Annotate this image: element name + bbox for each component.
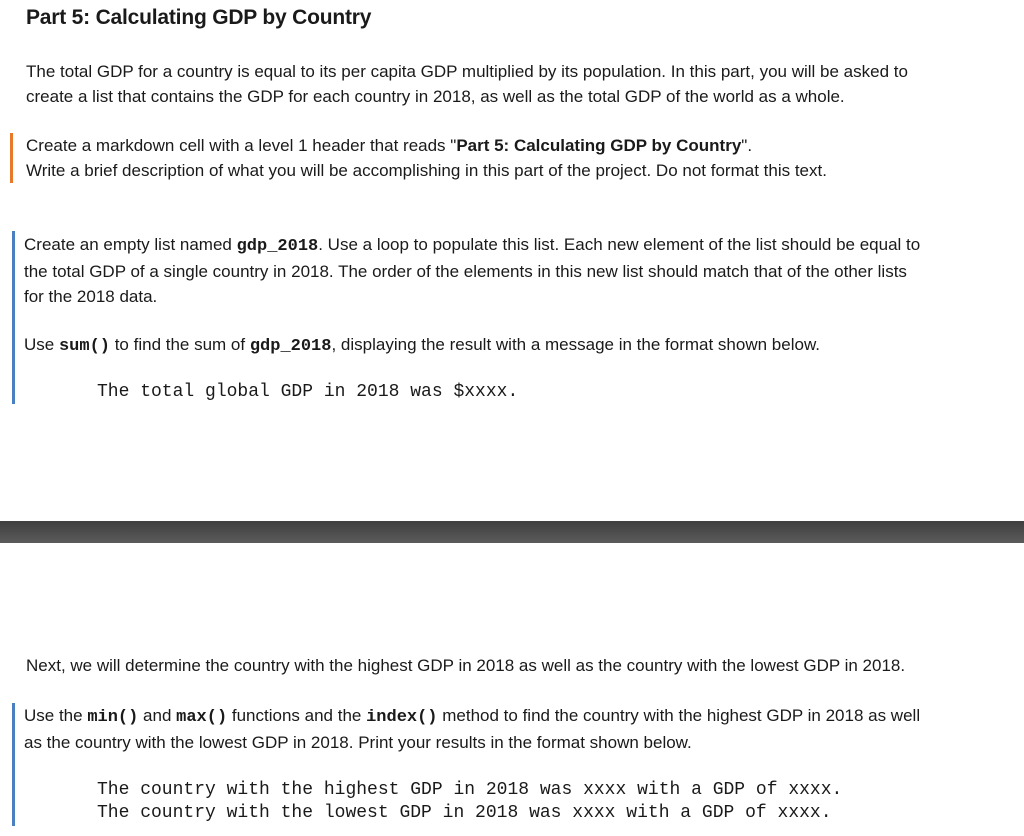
sum-task: Use sum() to find the sum of gdp_2018, displaying the result with a message in the format shown below. [24, 335, 821, 356]
inline-code: min() [87, 708, 139, 727]
sample-output: The total global GDP in 2018 was $xxxx. [97, 382, 519, 402]
list-task-line: the total GDP of a single country in 2018. The order of the elements in this new list should match that of the other lists [24, 262, 907, 281]
sample-output-block [97, 779, 842, 825]
inline-code: gdp_2018 [236, 237, 319, 256]
minmax-task-line: as the country with the lowest GDP in 2018. Print your results in the format shown below. [24, 733, 692, 752]
list-task-line: for the 2018 data. [24, 287, 158, 306]
intro-paragraph [26, 59, 908, 109]
minmax-task-line: Use the min() and max() functions and the index() method to find the country with the highest GDP in 2018 as well [24, 706, 921, 727]
list-task-line: Create an empty list named gdp_2018. Use a loop to populate this list. Each new element of the list should be equal to [24, 235, 921, 256]
page-divider [0, 521, 1024, 543]
intro-line: create a list that contains the GDP for each country in 2018, as well as the total GDP of the world as a whole. [26, 87, 845, 106]
task-marker-blue [12, 703, 15, 826]
inline-code: gdp_2018 [249, 337, 332, 356]
next-intro: Next, we will determine the country with the highest GDP in 2018 as well as the country with the lowest GDP in 2018. [26, 656, 906, 675]
inline-code: index() [366, 708, 438, 727]
list-task [24, 232, 920, 309]
inline-code: sum() [58, 337, 110, 356]
markdown-task-line: Write a brief description of what you will be accomplishing in this part of the project. Do not format this text. [26, 161, 827, 180]
task-marker-orange [10, 133, 13, 183]
markdown-task [26, 133, 827, 183]
task-marker-blue [12, 231, 15, 404]
intro-line: The total GDP for a country is equal to its per capita GDP multiplied by its population. In this part, you will be asked to [26, 62, 908, 81]
minmax-task [24, 703, 920, 755]
section-title: Part 5: Calculating GDP by Country [26, 6, 372, 29]
sample-output: The country with the lowest GDP in 2018 was xxxx with a GDP of xxxx. [97, 803, 832, 823]
inline-code: max() [176, 708, 228, 727]
markdown-task-line: Create a markdown cell with a level 1 header that reads "Part 5: Calculating GDP by Country". [26, 136, 753, 155]
sample-output: The country with the highest GDP in 2018 was xxxx with a GDP of xxxx. [97, 780, 843, 800]
